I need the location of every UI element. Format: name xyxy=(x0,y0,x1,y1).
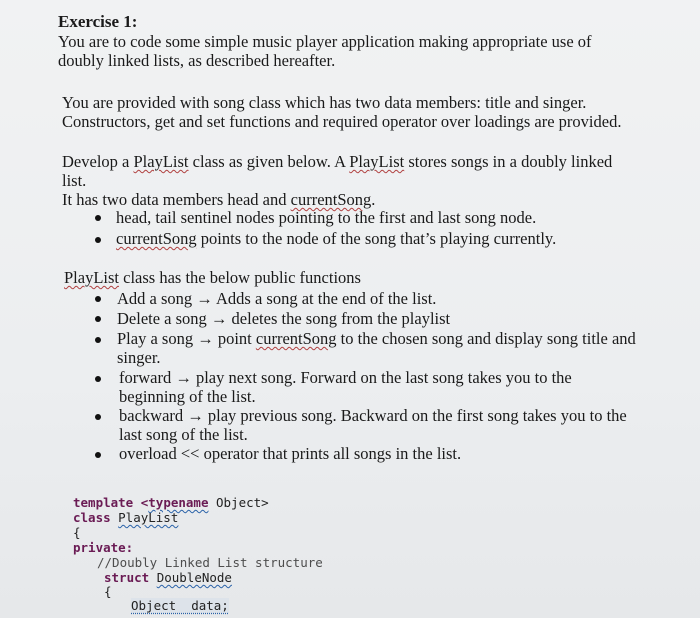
para3-line-1 xyxy=(62,152,612,171)
bullet-dot xyxy=(95,376,101,382)
code-keyword: struct xyxy=(104,570,157,585)
function-item-forward: forward → play next song. Forward on the last song takes you to the xyxy=(119,368,572,387)
bullet-dot xyxy=(95,337,101,343)
para2-line-1: You are provided with song class which has two data members: title and singer. xyxy=(62,93,587,112)
bullet-dot xyxy=(95,215,101,221)
function-item-play-cont: singer. xyxy=(117,348,161,367)
code-line-4: private: xyxy=(73,540,134,555)
bullet-dot xyxy=(95,414,101,420)
function-item-delete: Delete a song → deletes the song from the playlist xyxy=(117,309,451,328)
code-typename: typename xyxy=(148,495,209,510)
function-item-forward-cont: beginning of the list. xyxy=(119,387,256,406)
function-text: Play a song → point xyxy=(117,329,256,348)
code-struct-name: DoubleNode xyxy=(156,570,232,585)
bullet-dot xyxy=(95,452,101,458)
code-line-3: { xyxy=(73,525,81,540)
para3-text: class as given below. A xyxy=(188,152,350,171)
bullet-dot xyxy=(95,237,101,243)
code-line-5: //Doubly Linked List structure xyxy=(97,555,323,570)
intro-line-1: You are to code some simple music player application making appropriate use of xyxy=(58,32,592,51)
function-text: to the chosen song and display song title and xyxy=(336,329,636,348)
member-item-2 xyxy=(116,229,556,248)
member-text: points to the node of the song that’s playing currently. xyxy=(196,229,557,248)
playlist-term: PlayList xyxy=(133,152,189,171)
para3-text: It has two data members head and xyxy=(62,190,291,209)
functions-intro-text: class has the below public functions xyxy=(119,268,361,287)
code-member-data: Object data; xyxy=(131,598,229,613)
playlist-term: PlayList xyxy=(64,268,120,287)
function-item-add: Add a song → Adds a song at the end of the list. xyxy=(117,289,437,308)
para3-text: Develop a xyxy=(62,152,134,171)
currentsong-term: currentSong xyxy=(255,329,337,348)
intro-line-2: doubly linked lists, as described hereafter. xyxy=(58,51,336,70)
bullet-dot xyxy=(95,316,101,322)
para3-line-2: list. xyxy=(62,171,87,190)
code-keyword: template < xyxy=(73,495,149,510)
code-line-1 xyxy=(73,495,269,510)
para3-text: stores songs in a doubly linked xyxy=(404,152,613,171)
code-keyword: class xyxy=(73,510,119,525)
member-item-1: head, tail sentinel nodes pointing to the first and last song node. xyxy=(116,208,537,227)
function-item-backward-cont: last song of the list. xyxy=(119,425,248,444)
bullet-dot xyxy=(95,296,101,302)
code-text: Object> xyxy=(208,495,269,510)
code-line-6 xyxy=(104,570,232,585)
code-class-name: PlayList xyxy=(118,510,179,525)
playlist-term: PlayList xyxy=(349,152,405,171)
para2-line-2: Constructors, get and set functions and required operator over loadings are provided. xyxy=(62,112,622,131)
code-line-7: { xyxy=(104,584,112,599)
currentsong-term: currentSong xyxy=(290,190,372,209)
function-item-play xyxy=(117,329,636,348)
function-item-backward: backward → play previous song. Backward on the first song takes you to the xyxy=(119,406,627,425)
code-line-2 xyxy=(73,510,178,525)
para3-text: . xyxy=(371,190,376,209)
para3-line-3 xyxy=(62,190,375,209)
code-line-8 xyxy=(131,598,229,613)
exercise-heading: Exercise 1: xyxy=(58,12,138,31)
functions-intro xyxy=(64,268,361,287)
function-item-overload: overload << operator that prints all songs in the list. xyxy=(119,444,462,463)
currentsong-term: currentSong xyxy=(116,229,197,248)
